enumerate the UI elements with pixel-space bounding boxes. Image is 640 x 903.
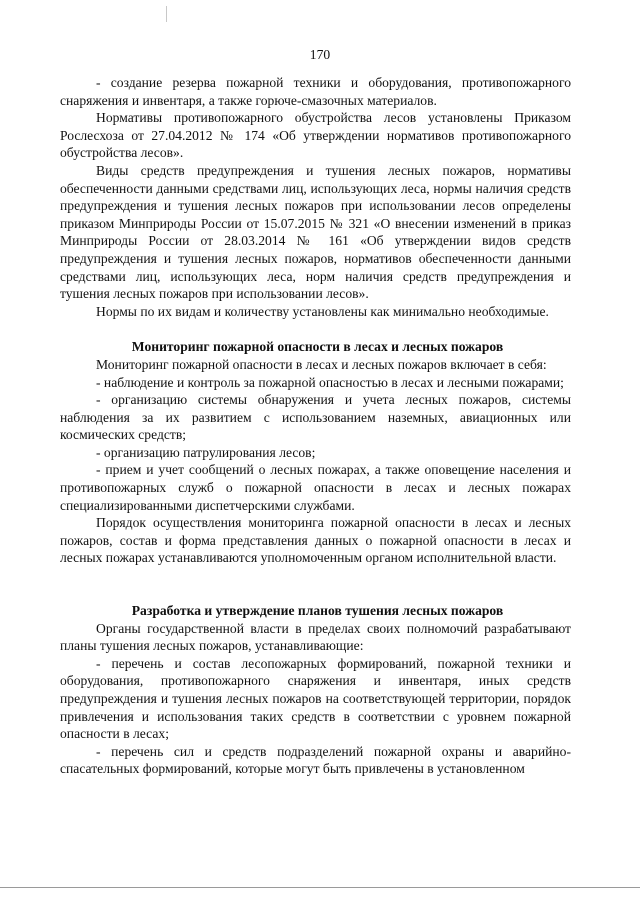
list-item-patrolling: - организацию патрулирования лесов;	[96, 444, 316, 460]
paragraph-monitoring-procedure: Порядок осуществления мониторинга пожарной опасности в лесах и лесных пожаров, состав и форма представления данных о пожарной опасности в лесах и лесных пожарах устанавливаются уполномоченным органом исполнительной власти.	[60, 515, 571, 566]
list-item-formations-equipment: - перечень и состав лесопожарных формирований, пожарной техники и оборудования, противопожарного снаряжения и инвентаря, иных средств предупреждения и тушения лесных пожаров на соответствующей территории, порядок привлечения и использования таких средств в соответствии с уровнем пожарной опасности в лесах;	[60, 655, 571, 742]
list-item-forces-means: - перечень сил и средств подразделений пожарной охраны и аварийно-спасательных формирований, которые могут быть привлечены в установленном	[60, 743, 571, 777]
list-item-reports-dispatch: - прием и учет сообщений о лесных пожарах, а также оповещение населения и противопожарных служб о пожарной опасности в лесах и лесных пожарах специализированными диспетчерскими службами.	[60, 462, 571, 513]
paragraph-reserve-equipment: - создание резерва пожарной техники и оборудования, противопожарного снаряжения и инвентаря, а также горюче-смазочных материалов.	[60, 75, 571, 108]
section-spacer	[60, 567, 571, 602]
page-body	[60, 74, 571, 778]
section-heading-monitoring: Мониторинг пожарной опасности в лесах и лесных пожаров	[131, 339, 504, 355]
page-number: 170	[309, 47, 331, 62]
paragraph-means-types-order: Виды средств предупреждения и тушения лесных пожаров, нормативы обеспеченности данными средствами лиц, использующих леса, нормы наличия средств предупреждения и тушения лесных пожаров при использовании лесов определены приказом Минприроды России от 15.07.2015 № 321 «О внесении изменений в приказ Минприроды России от 28.03.2014 № 161 «Об утверждении видов средств предупреждения и тушения лесных пожаров, нормативов обеспеченности данными средствами лиц, использующих леса, норм наличия средств предупреждения и тушения лесных пожаров при использовании лесов».	[60, 162, 571, 302]
list-item-observation: - наблюдение и контроль за пожарной опасностью в лесах и лесными пожарами;	[96, 374, 564, 390]
scan-artifact-mark	[166, 6, 167, 22]
paragraph-plans-authorities: Органы государственной власти в пределах своих полномочий разрабатывают планы тушения лесных пожаров, устанавливающие:	[60, 620, 571, 654]
bottom-scan-edge	[0, 887, 640, 888]
paragraph-fire-standards-order: Нормативы противопожарного обустройства лесов установлены Приказом Рослесхоза от 27.04.2012 № 174 «Об утверждении нормативов противопожарного обустройства лесов».	[60, 110, 571, 161]
section-spacer	[60, 320, 571, 338]
list-item-detection-system: - организацию системы обнаружения и учета лесных пожаров, системы наблюдения за их развитием с использованием наземных, авиационных или космических средств;	[60, 392, 571, 443]
section-heading-plans: Разработка и утверждение планов тушения лесных пожаров	[131, 603, 504, 619]
paragraph-minimum-norms: Нормы по их видам и количеству установлены как минимально необходимые.	[96, 303, 549, 319]
paragraph-monitoring-includes: Мониторинг пожарной опасности в лесах и лесных пожаров включает в себя:	[96, 356, 547, 372]
